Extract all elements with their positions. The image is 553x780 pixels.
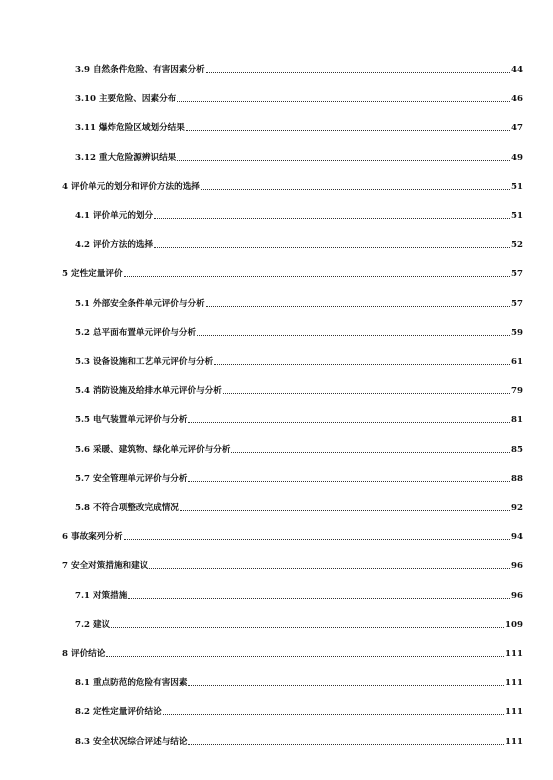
- toc-entry[interactable]: [75, 208, 523, 222]
- toc-dot-leader: [188, 480, 510, 482]
- toc-entry-title: 3.10 主要危险、因素分布: [75, 94, 177, 105]
- toc-entry[interactable]: [75, 675, 523, 689]
- toc-entry-page-number: 52: [511, 240, 523, 251]
- toc-dot-leader: [180, 509, 510, 511]
- toc-entry-title: 5.3 设备设施和工艺单元评价与分析: [75, 357, 214, 367]
- toc-entry[interactable]: [75, 237, 523, 251]
- toc-entry-title: 4 评价单元的划分和评价方法的选择: [62, 181, 200, 192]
- toc-dot-leader: [177, 159, 510, 161]
- toc-entry-title: 3.12 重大危险源辨识结果: [75, 152, 177, 163]
- toc-entry[interactable]: [75, 62, 523, 76]
- toc-entry[interactable]: [75, 442, 523, 456]
- toc-dot-leader: [154, 217, 510, 219]
- toc-entry[interactable]: [62, 646, 523, 660]
- toc-entry-title: 4.2 评价方法的选择: [75, 240, 154, 251]
- toc-entry-title: 5.1 外部安全条件单元评价与分析: [75, 298, 205, 309]
- toc-entry-page-number: 51: [511, 181, 523, 192]
- toc-entry-title: 8.2 定性定量评价结论: [75, 707, 162, 718]
- toc-entry[interactable]: [75, 296, 523, 310]
- toc-entry-title: 7.2 建议: [75, 619, 111, 630]
- toc-entry-page-number: 111: [505, 736, 523, 747]
- toc-entry-title: 5.4 消防设施及给排水单元评价与分析: [75, 386, 222, 397]
- toc-entry-title: 5.5 电气装置单元评价与分析: [75, 415, 188, 426]
- toc-dot-leader: [124, 275, 510, 277]
- toc-entry-page-number: 88: [511, 473, 523, 484]
- toc-entry-title: 7 安全对策措施和建议: [62, 561, 149, 572]
- toc-entry[interactable]: [75, 500, 523, 514]
- toc-entry-title: 8 评价结论: [62, 649, 106, 659]
- toc-entry[interactable]: [75, 354, 523, 368]
- toc-entry[interactable]: [75, 471, 523, 485]
- toc-dot-leader: [111, 626, 504, 628]
- toc-entry-page-number: 111: [505, 707, 523, 718]
- toc-entry[interactable]: [62, 266, 523, 280]
- toc-entry-title: 5.8 不符合项整改完成情况: [75, 503, 179, 513]
- toc-entry[interactable]: [75, 383, 523, 397]
- toc-entry-page-number: 111: [505, 678, 523, 689]
- toc-entry-title: 5.7 安全管理单元评价与分析: [75, 473, 188, 484]
- toc-entry[interactable]: [75, 325, 523, 339]
- toc-dot-leader: [154, 246, 510, 248]
- toc-entry-page-number: 79: [511, 386, 523, 397]
- toc-entry[interactable]: [75, 91, 523, 105]
- toc-dot-leader: [231, 451, 510, 453]
- toc-entry-page-number: 57: [511, 269, 523, 280]
- toc-entry-title: 5.2 总平面布置单元评价与分析: [75, 327, 197, 338]
- toc-entry-page-number: 111: [505, 649, 523, 659]
- toc-dot-leader: [177, 100, 510, 102]
- toc-dot-leader: [201, 188, 510, 190]
- toc-dot-leader: [188, 743, 504, 745]
- toc-entry[interactable]: [62, 529, 523, 543]
- toc-dot-leader: [128, 597, 510, 599]
- toc-entry[interactable]: [75, 150, 523, 164]
- toc-entry-page-number: 46: [511, 94, 523, 105]
- toc-dot-leader: [163, 713, 504, 715]
- toc-dot-leader: [197, 334, 510, 336]
- toc-entry[interactable]: [75, 412, 523, 426]
- toc-entry[interactable]: [75, 617, 523, 631]
- toc-entry-page-number: 44: [511, 65, 523, 75]
- toc-entry-page-number: 85: [511, 444, 523, 455]
- toc-entry-title: 3.11 爆炸危险区域划分结果: [75, 123, 185, 134]
- toc-dot-leader: [188, 684, 504, 686]
- toc-entry-page-number: 96: [511, 590, 523, 601]
- toc-entry[interactable]: [75, 120, 523, 134]
- toc-entry-title: 3.9 自然条件危险、有害因素分析: [75, 65, 205, 75]
- toc-dot-leader: [106, 655, 504, 657]
- toc-entry[interactable]: [75, 734, 523, 748]
- toc-entry-page-number: 51: [511, 211, 523, 221]
- toc-entry-page-number: 47: [511, 123, 523, 134]
- toc-entry-page-number: 81: [511, 415, 523, 426]
- toc-dot-leader: [149, 567, 510, 569]
- toc-entry-page-number: 96: [511, 561, 523, 572]
- toc-entry-page-number: 92: [511, 503, 523, 513]
- toc-entry-page-number: 59: [511, 327, 523, 338]
- toc-entry-page-number: 109: [505, 619, 523, 630]
- toc-dot-leader: [206, 305, 510, 307]
- toc-entry[interactable]: [62, 558, 523, 572]
- toc-entry-page-number: 49: [511, 152, 523, 163]
- toc-dot-leader: [206, 71, 510, 73]
- toc-dot-leader: [186, 129, 510, 131]
- toc-entry-title: 5 定性定量评价: [62, 269, 123, 280]
- toc-entry[interactable]: [75, 588, 523, 602]
- toc-entry-page-number: 61: [511, 357, 523, 367]
- toc-entry[interactable]: [75, 704, 523, 718]
- toc-entry-title: 6 事故案列分析: [62, 532, 123, 543]
- toc-entry-title: 8.3 安全状况综合评述与结论: [75, 736, 188, 747]
- toc-entry-title: 7.1 对策措施: [75, 590, 128, 601]
- toc-dot-leader: [124, 538, 510, 540]
- toc-dot-leader: [188, 421, 510, 423]
- toc-dot-leader: [223, 392, 510, 394]
- toc-entry-page-number: 94: [511, 532, 523, 543]
- toc-entry-title: 4.1 评价单元的划分: [75, 211, 154, 221]
- toc-entry-title: 5.6 采暖、建筑物、绿化单元评价与分析: [75, 444, 231, 455]
- toc-dot-leader: [214, 363, 510, 365]
- toc-entry-page-number: 57: [511, 298, 523, 309]
- toc-entry[interactable]: [62, 179, 523, 193]
- toc-entry-title: 8.1 重点防范的危险有害因素: [75, 678, 188, 689]
